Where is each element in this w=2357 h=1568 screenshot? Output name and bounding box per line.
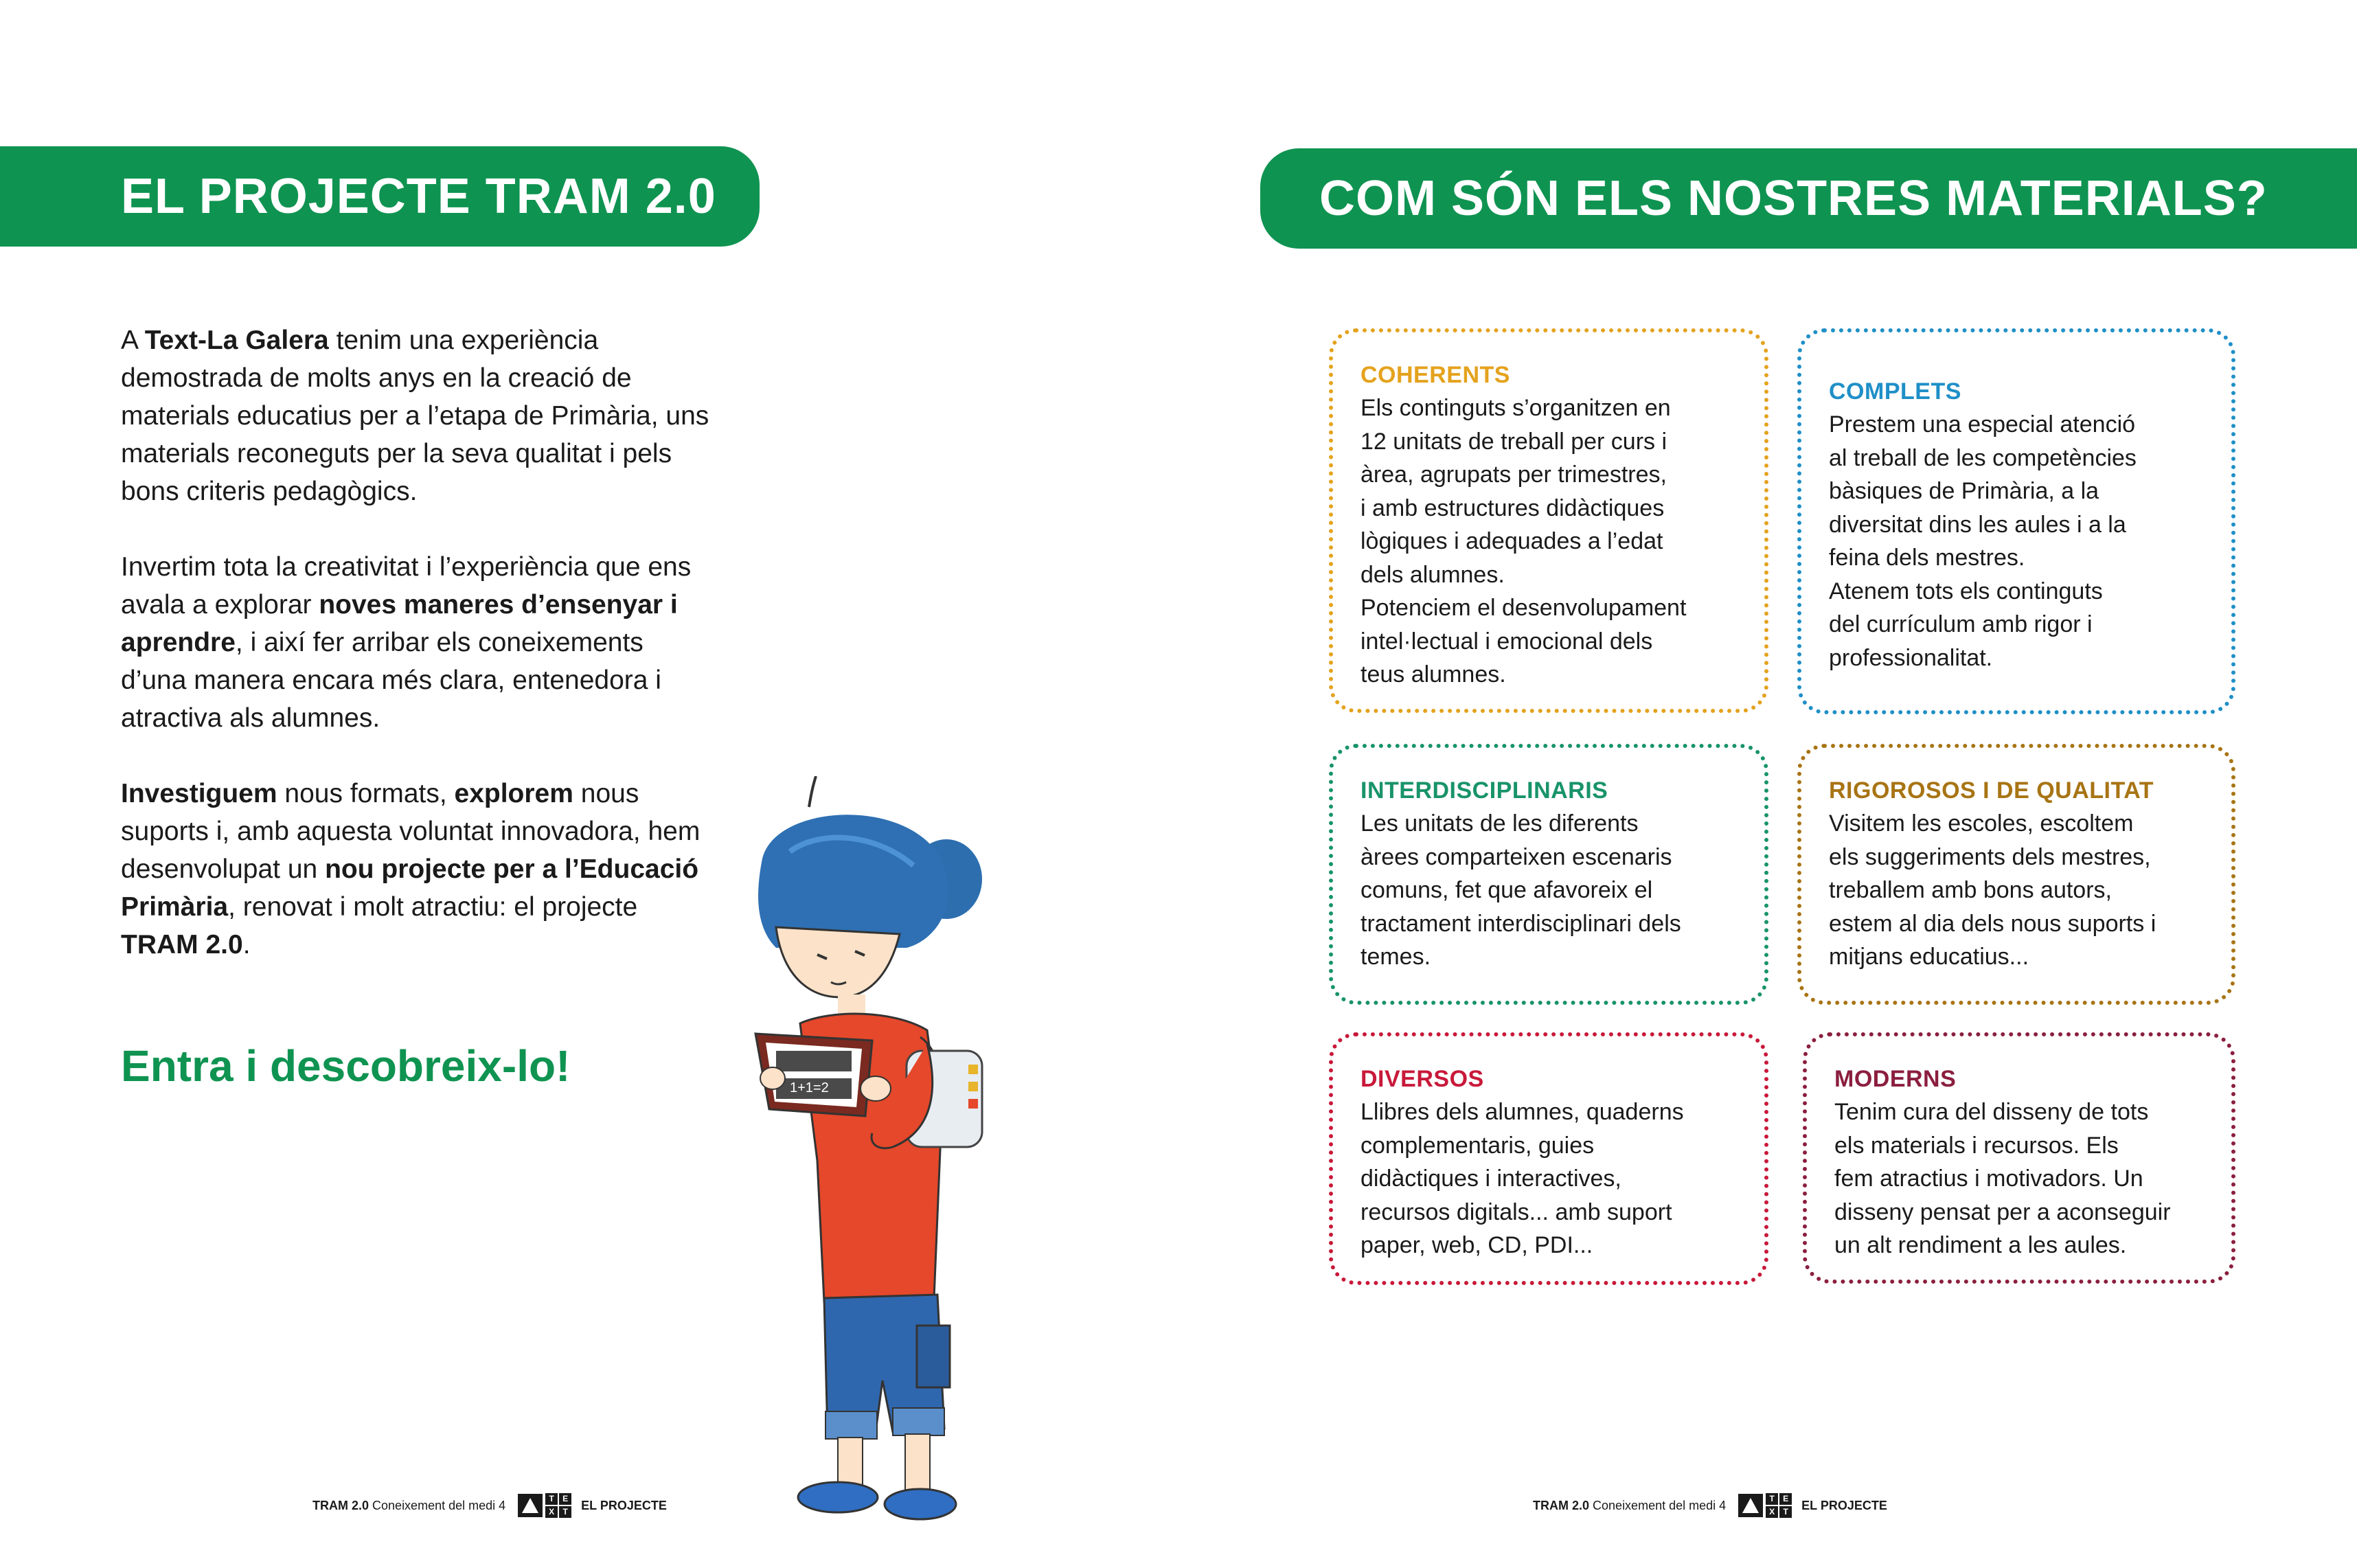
card-line: paper, web, CD, PDI... <box>1360 1232 1593 1258</box>
card-line: temes. <box>1360 944 1431 970</box>
card-title: MODERNS <box>1834 1066 1957 1092</box>
card-diversos <box>1329 1032 1768 1285</box>
p3-bold-3: nou projecte per a l’Educació Primària <box>121 854 699 922</box>
card-complets <box>1797 328 2235 714</box>
logo-letter: T <box>1779 1506 1792 1518</box>
footer-left <box>312 1492 667 1519</box>
card-title: RIGOROSOS I DE QUALITAT <box>1829 777 2154 804</box>
card-title: DIVERSOS <box>1360 1066 1484 1092</box>
footer-brand: TRAM 2.0 <box>312 1498 369 1512</box>
p2-text-1: Invertim tota la creativitat i l’experiència que ens avala a explorar <box>121 552 692 620</box>
card-title: COHERENTS <box>1360 362 1510 388</box>
footer-section: EL PROJECTE <box>1801 1498 1887 1512</box>
p1-bold-1: Text-La Galera <box>144 326 329 355</box>
intro-paragraph-1 <box>121 321 711 510</box>
card-title: COMPLETS <box>1829 378 1961 405</box>
p3-text-4: . <box>242 930 251 959</box>
card-line: fem atractius i motivadors. Un <box>1834 1166 2143 1192</box>
card-coherents <box>1329 328 1768 713</box>
card-line: al treball de les competències <box>1829 444 2137 471</box>
footer-brand: TRAM 2.0 <box>1533 1498 1590 1512</box>
card-line: treballem amb bons autors, <box>1829 877 2112 903</box>
card-line: Potenciem el desenvolupament <box>1360 595 1687 621</box>
card-line: Atenem tots els continguts <box>1829 578 2103 604</box>
card-line: del currículum amb rigor i <box>1829 611 2093 637</box>
card-body <box>1829 408 2204 674</box>
left-banner-title: EL PROJECTE TRAM 2.0 <box>121 169 716 224</box>
call-to-action: Entra i descobreix-lo! <box>121 1041 571 1091</box>
card-line: complementaris, guies <box>1360 1132 1595 1159</box>
card-line: tractament interdisciplinari dels <box>1360 910 1681 937</box>
card-line: Les unitats de les diferents <box>1360 810 1639 837</box>
p3-bold-1: Investiguem <box>121 779 277 808</box>
card-rigorosos <box>1797 744 2235 1005</box>
p3-text-2: nous suports i, amb aquesta voluntat innovadora, hem desenvolupat un <box>121 779 701 884</box>
intro-text <box>121 321 711 1001</box>
card-line: mitjans educatius... <box>1829 944 2029 970</box>
card-line: lògiques i adequades a l’edat <box>1360 528 1663 554</box>
card-line: àrees comparteixen escenaris <box>1360 843 1672 870</box>
right-banner <box>1260 148 2357 249</box>
card-line: Tenim cura del disseny de tots <box>1834 1099 2149 1125</box>
card-line: els materials i recursos. Els <box>1834 1132 2119 1159</box>
card-moderns <box>1803 1032 2235 1284</box>
publisher-logo-icon <box>518 1493 571 1518</box>
logo-letter: E <box>559 1493 571 1505</box>
card-line: Prestem una especial atenció <box>1829 411 2136 438</box>
footer-subject: Coneixement del medi 4 <box>1593 1498 1727 1512</box>
card-body <box>1360 1095 1737 1262</box>
card-line: un alt rendiment a les aules. <box>1834 1232 2127 1258</box>
card-line: bàsiques de Primària, a la <box>1829 478 2099 504</box>
p3-bold-4: TRAM 2.0 <box>121 930 243 959</box>
card-line: i amb estructures didàctiques <box>1360 495 1665 521</box>
card-line: teus alumnes. <box>1360 661 1506 688</box>
p1-text-1: A <box>121 326 145 355</box>
card-line: els suggeriments dels mestres, <box>1829 843 2151 870</box>
right-banner-title: COM SÓN ELS NOSTRES MATERIALS? <box>1319 171 2268 226</box>
card-line: professionalitat. <box>1829 644 1993 671</box>
card-line: dels alumnes. <box>1360 561 1505 588</box>
card-body <box>1360 807 1737 974</box>
intro-paragraph-3 <box>121 775 711 964</box>
p3-text-3: , renovat i molt atractiu: el projecte <box>228 892 638 922</box>
card-line: estem al dia dels nous suports i <box>1829 910 2156 937</box>
card-body <box>1834 1095 2204 1262</box>
p2-text-2: , i així fer arribar els coneixements d’una manera encara més clara, entenedora i atractiva als alumnes. <box>121 628 661 733</box>
card-title: INTERDISCIPLINARIS <box>1360 777 1608 804</box>
card-line: feina dels mestres. <box>1829 545 2025 571</box>
p3-bold-2: explorem <box>454 779 573 808</box>
card-line: intel·lectual i emocional dels <box>1360 628 1653 655</box>
card-line: àrea, agrupats per trimestres, <box>1360 462 1667 488</box>
left-banner <box>0 146 760 247</box>
child-with-tablet-illustration <box>735 776 1023 1525</box>
card-line: recursos digitals... amb suport <box>1360 1198 1672 1225</box>
card-line: Els continguts s’organitzen en <box>1360 395 1671 421</box>
logo-letter: X <box>545 1506 558 1518</box>
footer-subject: Coneixement del medi 4 <box>372 1498 506 1512</box>
publisher-logo-icon <box>1738 1493 1792 1518</box>
tablet-text: 1+1=2 <box>790 1080 829 1095</box>
card-line: disseny pensat per a aconseguir <box>1834 1198 2171 1225</box>
card-line: diversitat dins les aules i a la <box>1829 511 2126 538</box>
logo-letter: T <box>559 1506 571 1518</box>
logo-letter: X <box>1766 1506 1778 1518</box>
footer-section: EL PROJECTE <box>581 1498 667 1512</box>
intro-paragraph-2 <box>121 548 711 737</box>
p2-bold-1: noves maneres d’ensenyar i aprendre <box>121 590 678 657</box>
logo-letter: T <box>1766 1493 1778 1505</box>
card-body <box>1829 807 2204 974</box>
card-line: Visitem les escoles, escoltem <box>1829 810 2134 837</box>
card-line: comuns, fet que afavoreix el <box>1360 877 1653 903</box>
card-line: Llibres dels alumnes, quaderns <box>1360 1099 1684 1125</box>
card-line: didàctiques i interactives, <box>1360 1166 1621 1192</box>
logo-letter: T <box>545 1493 558 1505</box>
card-interdisciplinaris <box>1329 744 1768 1005</box>
p3-text-1: nous formats, <box>277 779 455 808</box>
footer-right <box>1533 1492 1887 1519</box>
card-body <box>1360 391 1737 692</box>
p1-text-2: tenim una experiència demostrada de molts anys en la creació de materials educatius per a l’etapa de Primària, uns materials reconeguts per la seva qualitat i pels bons criteris pedagògics. <box>121 326 709 506</box>
logo-letter: E <box>1779 1493 1792 1505</box>
card-line: 12 unitats de treball per curs i <box>1360 428 1667 455</box>
